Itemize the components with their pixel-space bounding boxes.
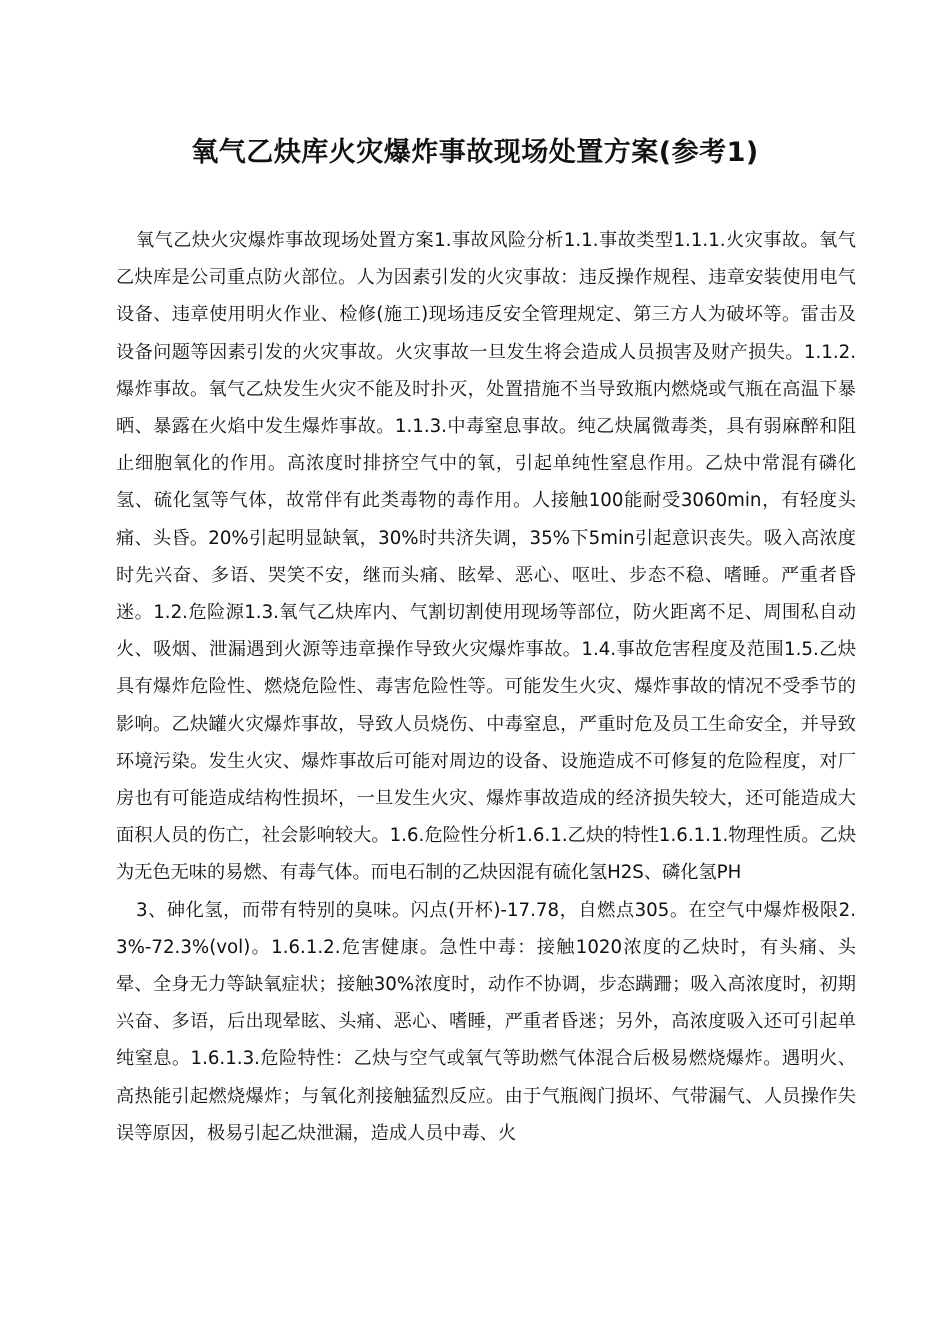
body-paragraph: 氧气乙炔火灾爆炸事故现场处置方案1.事故风险分析1.1.事故类型1.1.1.火灾事故。氧气乙炔库是公司重点防火部位。人为因素引发的火灾事故：违反操作规程、违章安装使用电气设备、违章使用明火作业、检修(施工)现场违反安全管理规定、第三方人为破坏等。雷击及设备问题等因素引发的火灾事故。火灾事故一旦发生将会造成人员损害及财产损失。1.1.2.爆炸事故。氧气乙炔发生火灾不能及时扑灭，处置措施不当导致瓶内燃烧或气瓶在高温下暴晒、暴露在火焰中发生爆炸事故。1.1.3.中毒窒息事故。纯乙炔属微毒类，具有弱麻醉和阻止细胞氧化的作用。高浓度时排挤空气中的氧，引起单纯性窒息作用。乙炔中常混有磷化氢、硫化氢等气体，故常伴有此类毒物的毒作用。人接触100能耐受3060min，有轻度头痛、头昏。20%引起明显缺氧，30%时共济失调，35%下5min引起意识丧失。吸入高浓度时先兴奋、多语、哭笑不安，继而头痛、眩晕、恶心、呕吐、步态不稳、嗜睡。严重者昏迷。1.2.危险源1.3.氧气乙炔库内、气割切割使用现场等部位，防火距离不足、周围私自动火、吸烟、泄漏遇到火源等违章操作导致火灾爆炸事故。1.4.事故危害程度及范围1.5.乙炔具有爆炸危险性、燃烧危险性、毒害危险性等。可能发生火灾、爆炸事故的情况不受季节的影响。乙炔罐火灾爆炸事故，导致人员烧伤、中毒窒息，严重时危及员工生命安全，并导致环境污染。发生火灾、爆炸事故后可能对周边的设备、设施造成不可修复的危险程度，对厂房也有可能造成结构性损坏，一旦发生火灾、爆炸事故造成的经济损失较大，还可能造成大面积人员的伤亡，社会影响较大。1.6.危险性分析1.6.1.乙炔的特性1.6.1.1.物理性质。乙炔为无色无味的易燃、有毒气体。而电石制的乙炔因混有硫化氢H2S、磷化氢PH xyxy=(116,230,856,884)
body-paragraph: 3、砷化氢，而带有特别的臭味。闪点(开杯)-17.78，自燃点305。在空气中爆炸极限2.3%-72.3%(vol)。1.6.1.2.危害健康。急性中毒：接触1020浓度的乙炔时，有头痛、头晕、全身无力等缺氧症状；接触30%浓度时，动作不协调，步态蹒跚；吸入高浓度时，初期兴奋、多语，后出现晕眩、头痛、恶心、嗜睡，严重者昏迷；另外，高浓度吸入还可引起单纯窒息。1.6.1.3.危险特性：乙炔与空气或氧气等助燃气体混合后极易燃烧爆炸。遇明火、高热能引起燃烧爆炸；与氧化剂接触猛烈反应。由于气瓶阀门损坏、气带漏气、人员操作失误等原因，极易引起乙炔泄漏，造成人员中毒、火 xyxy=(116,899,856,1144)
document-body xyxy=(116,222,856,1152)
document-title: 氧气乙炔库火灾爆炸事故现场处置方案(参考1) xyxy=(191,137,759,168)
